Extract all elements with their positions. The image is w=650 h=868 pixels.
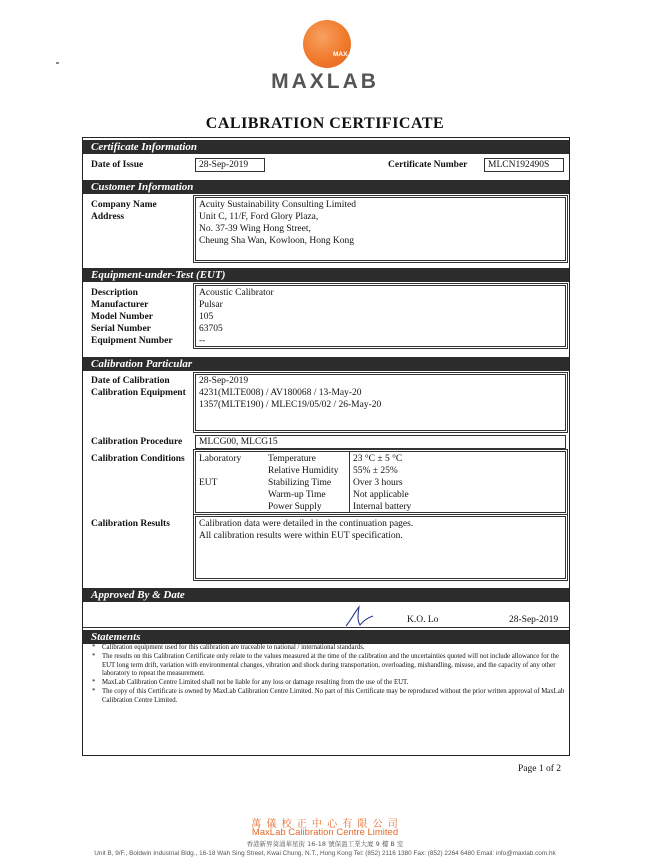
eut-serial-number-value: 63705 <box>199 324 223 334</box>
logo-badge-text: MAX <box>333 51 348 58</box>
statements-list <box>92 644 567 706</box>
page-number: Page 1 of 2 <box>518 764 562 774</box>
condition-param: Warm-up Time <box>268 490 326 500</box>
date-of-issue-label: Date of Issue <box>91 160 144 170</box>
condition-value: Over 3 hours <box>353 478 403 488</box>
address-line: Cheung Sha Wan, Kowloon, Hong Kong <box>199 236 355 246</box>
scan-speck <box>56 62 59 64</box>
eut-manufacturer-label: Manufacturer <box>91 300 149 310</box>
approver-name: K.O. Lo <box>407 615 439 625</box>
condition-param: Power Supply <box>268 502 322 512</box>
calibration-procedure-value: MLCG00, MLCG15 <box>199 437 278 447</box>
eut-serial-number-label: Serial Number <box>91 324 151 334</box>
calibration-equipment-value: 1357(MLTE190) / MLEC19/05/02 / 26-May-20 <box>199 400 382 410</box>
eut-description-value: Acoustic Calibrator <box>199 288 274 298</box>
condition-param: Temperature <box>268 454 316 464</box>
approval-date: 28-Sep-2019 <box>509 615 559 625</box>
footer-address: Unit B, 9/F., Boldwin Industrial Bldg., 16-18 Wah Sing Street, Kwai Chung, N.T., Hong Kong Tel: (852) 2116 1380 Fax: (852) 2264 6480 Email: info@maxlab.com.hk <box>94 850 556 857</box>
date-of-calibration-label: Date of Calibration <box>91 376 170 386</box>
statement-item: * The copy of this Certificate is owned by MaxLab Calibration Centre Limited. No part of this Certificate may be reproduced without the prior written approval of MaxLab Calibration Centre Limited. <box>92 688 567 706</box>
address-label: Address <box>91 212 125 222</box>
section-header-customer-information: Customer Information <box>83 180 569 194</box>
calibration-equipment-value: 4231(MLTE008) / AV180068 / 13-May-20 <box>199 388 362 398</box>
eut-equipment-number-value: -- <box>199 336 206 346</box>
footer-company-name: MaxLab Calibration Centre Limited <box>251 827 399 838</box>
calibration-results-line: Calibration data were detailed in the continuation pages. <box>199 519 414 529</box>
section-header-eut: Equipment-under-Test (EUT) <box>83 268 569 282</box>
conditions-eut-label: EUT <box>199 478 218 488</box>
date-of-issue-value: 28-Sep-2019 <box>199 160 249 170</box>
conditions-divider <box>349 451 350 513</box>
calibration-conditions-label: Calibration Conditions <box>91 454 185 464</box>
eut-equipment-number-label: Equipment Number <box>91 336 173 346</box>
condition-param: Relative Humidity <box>268 466 339 476</box>
approval-rule <box>83 627 569 628</box>
date-of-calibration-value: 28-Sep-2019 <box>199 376 249 386</box>
section-header-statements: Statements <box>83 630 569 644</box>
eut-model-number-value: 105 <box>199 312 214 322</box>
statement-item: * The results on this Calibration Certificate only relate to the values measured at the time of the calibration and the uncertainties quoted will not include allowance for the EUT long term drift, variation with environmental changes, vibration and shock during transportation, overloading, mishandling, misuse, and the capacity of any other laboratory to repeat the measurement. <box>92 653 567 679</box>
address-line: No. 37-39 Wing Hong Street, <box>199 224 311 234</box>
company-name-label: Company Name <box>91 200 157 210</box>
footer-company-name-chinese: 萬 儀 校 正 中 心 有 限 公 司 <box>251 819 399 830</box>
calibration-results-label: Calibration Results <box>91 519 170 529</box>
logo-wordmark: MAXLAB <box>271 70 379 93</box>
certificate-number-value: MLCN192490S <box>488 160 550 170</box>
statement-item: * Calibration equipment used for this calibration are traceable to national / international standards. <box>92 644 567 653</box>
maxlab-logo-circle <box>303 20 351 68</box>
page-title: CALIBRATION CERTIFICATE <box>205 115 445 132</box>
condition-value: Not applicable <box>353 490 409 500</box>
condition-value: 55% ± 25% <box>353 466 398 476</box>
section-header-calibration-particular: Calibration Particular <box>83 357 569 371</box>
condition-param: Stabilizing Time <box>268 478 332 488</box>
section-header-approved-by: Approved By & Date <box>83 588 569 602</box>
calibration-results-line: All calibration results were within EUT specification. <box>199 531 403 541</box>
conditions-laboratory-label: Laboratory <box>199 454 242 464</box>
company-name-value: Acuity Sustainability Consulting Limited <box>199 200 357 210</box>
section-header-certificate-information: Certificate Information <box>83 140 569 154</box>
calibration-procedure-label: Calibration Procedure <box>91 437 183 447</box>
condition-value: Internal battery <box>353 502 412 512</box>
eut-model-number-label: Model Number <box>91 312 154 322</box>
eut-manufacturer-value: Pulsar <box>199 300 223 310</box>
certificate-number-label: Certificate Number <box>388 160 468 170</box>
statement-item: * MaxLab Calibration Centre Limited shall not be liable for any loss or damage resulting from the use of the EUT. <box>92 679 567 688</box>
footer-address-chinese: 香港新界葵涌華星街 16-18 號保盈工業大廈 9 樓 B 室 <box>246 840 404 848</box>
eut-description-label: Description <box>91 288 138 298</box>
condition-value: 23 °C ± 5 °C <box>353 454 403 464</box>
calibration-equipment-label: Calibration Equipment <box>91 388 186 398</box>
address-line: Unit C, 11/F, Ford Glory Plaza, <box>199 212 319 222</box>
